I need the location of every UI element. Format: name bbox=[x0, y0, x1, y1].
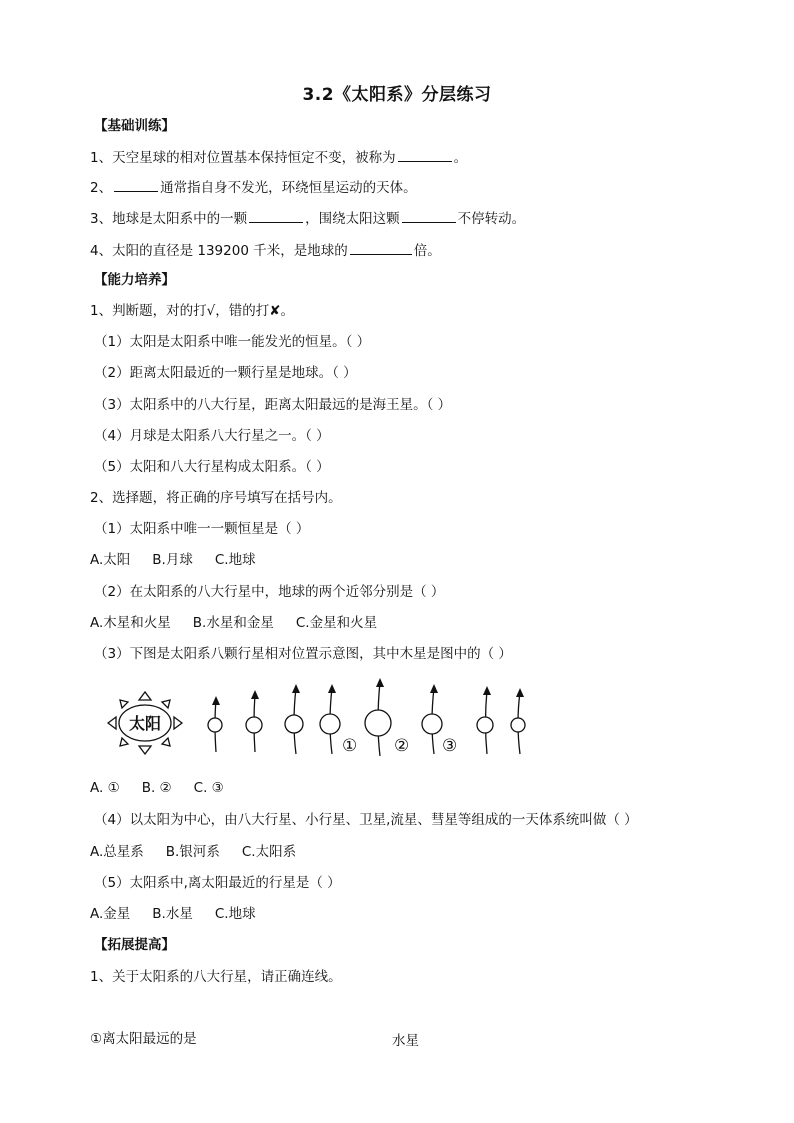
planet bbox=[320, 714, 340, 734]
choice-question: （1）太阳系中唯一一颗恒星是（ ） bbox=[94, 521, 310, 537]
planet bbox=[365, 710, 391, 736]
option: B.水星和金星 bbox=[192, 615, 274, 631]
judge-item: （2）距离太阳最近的一颗行星是地球。（ ） bbox=[94, 365, 357, 381]
arrow-icon bbox=[516, 688, 524, 697]
arrow-icon bbox=[376, 678, 384, 687]
option: A. ① bbox=[90, 780, 120, 796]
planet bbox=[477, 717, 493, 733]
option: A.木星和火星 bbox=[90, 615, 171, 631]
section-basic: 【基础训练】 bbox=[94, 118, 175, 134]
option: C.地球 bbox=[214, 552, 256, 568]
mark-1: ① bbox=[342, 736, 358, 756]
arrow-icon bbox=[212, 696, 220, 705]
arrow-icon bbox=[328, 684, 336, 693]
planet bbox=[511, 718, 525, 732]
answer-blank[interactable] bbox=[114, 177, 158, 192]
basic-q3-text: 3、地球是太阳系中的一颗 bbox=[90, 211, 248, 227]
option: C.金星和火星 bbox=[295, 615, 378, 631]
basic-q3 bbox=[90, 208, 525, 229]
section-extend: 【拓展提高】 bbox=[94, 937, 175, 953]
judge-item: （3）太阳系中的八大行星，距离太阳最远的是海王星。（ ） bbox=[94, 397, 452, 413]
judge-item: （4）月球是太阳系八大行星之一。（ ） bbox=[94, 428, 330, 444]
basic-q4-end: 倍。 bbox=[413, 243, 441, 259]
basic-q4-text: 4、太阳的直径是 139200 千米，是地球的 bbox=[90, 243, 348, 259]
option: B.水星 bbox=[152, 906, 193, 922]
planet bbox=[422, 714, 442, 734]
section-ability: 【能力培养】 bbox=[94, 272, 175, 288]
match-right-item: 水星 bbox=[392, 1033, 419, 1049]
choice-question: （3）下图是太阳系八颗行星相对位置示意图，其中木星是图中的（ ） bbox=[94, 646, 512, 662]
choice-question: （5）太阳系中,离太阳最近的行星是（ ） bbox=[94, 875, 341, 891]
mark-3: ③ bbox=[442, 736, 458, 756]
arrow-icon bbox=[430, 684, 438, 693]
judge-title: 1、判断题，对的打√，错的打✘。 bbox=[90, 303, 295, 319]
option: B. ② bbox=[141, 780, 172, 796]
answer-blank[interactable] bbox=[249, 208, 303, 223]
planets bbox=[208, 710, 525, 736]
option: A.太阳 bbox=[90, 552, 131, 568]
answer-blank[interactable] bbox=[402, 208, 456, 223]
basic-q3-mid: ，围绕太阳这颗 bbox=[305, 211, 400, 227]
judge-item: （5）太阳和八大行星构成太阳系。（ ） bbox=[94, 459, 330, 475]
choice-options bbox=[90, 550, 278, 570]
planet bbox=[246, 717, 262, 733]
orbit-arrows bbox=[212, 678, 524, 705]
choice-question: （4）以太阳为中心，由八大行星、小行星、卫星,流星、彗星等组成的一天体系统叫做（ ） bbox=[94, 812, 638, 828]
answer-blank[interactable] bbox=[398, 147, 452, 162]
option: B.银河系 bbox=[165, 844, 220, 860]
choice-question: （2）在太阳系的八大行星中，地球的两个近邻分别是（ ） bbox=[94, 584, 445, 600]
planet bbox=[208, 718, 222, 732]
answer-blank[interactable] bbox=[350, 240, 412, 255]
solar-system-diagram bbox=[104, 678, 534, 758]
match-left-item: ①离太阳最远的是 bbox=[90, 1031, 197, 1047]
basic-q1-text: 1、天空星球的相对位置基本保持恒定不变，被称为 bbox=[90, 150, 396, 166]
choice-options bbox=[90, 904, 278, 924]
choice-options bbox=[90, 842, 318, 862]
option: B.月球 bbox=[152, 552, 193, 568]
page-title: 3.2《太阳系》分层练习 bbox=[302, 85, 492, 105]
mark-2: ② bbox=[394, 736, 410, 756]
basic-q2-text: 通常指自身不发光，环绕恒星运动的天体。 bbox=[160, 180, 417, 196]
planet bbox=[285, 715, 303, 733]
arrow-icon bbox=[251, 690, 259, 699]
basic-q1 bbox=[90, 147, 467, 168]
option: A.总星系 bbox=[90, 844, 144, 860]
arrow-icon bbox=[292, 684, 300, 693]
basic-q2-num: 2、 bbox=[90, 180, 113, 196]
judge-item: （1）太阳是太阳系中唯一能发光的恒星。（ ） bbox=[94, 334, 371, 350]
arrow-icon bbox=[483, 686, 491, 695]
extend-q1: 1、关于太阳系的八大行星，请正确连线。 bbox=[90, 969, 342, 985]
option: C. ③ bbox=[193, 780, 224, 796]
basic-q2 bbox=[90, 177, 417, 198]
basic-q1-end: 。 bbox=[453, 150, 468, 166]
choice-title: 2、选择题，将正确的序号填写在括号内。 bbox=[90, 490, 342, 506]
choice-options bbox=[90, 613, 399, 633]
option: A.金星 bbox=[90, 906, 131, 922]
choice-options bbox=[90, 778, 246, 798]
sun-label: 太阳 bbox=[128, 714, 162, 733]
option: C.地球 bbox=[214, 906, 256, 922]
basic-q4 bbox=[90, 240, 441, 261]
basic-q3-end: 不停转动。 bbox=[457, 211, 526, 227]
option: C.太阳系 bbox=[241, 844, 297, 860]
